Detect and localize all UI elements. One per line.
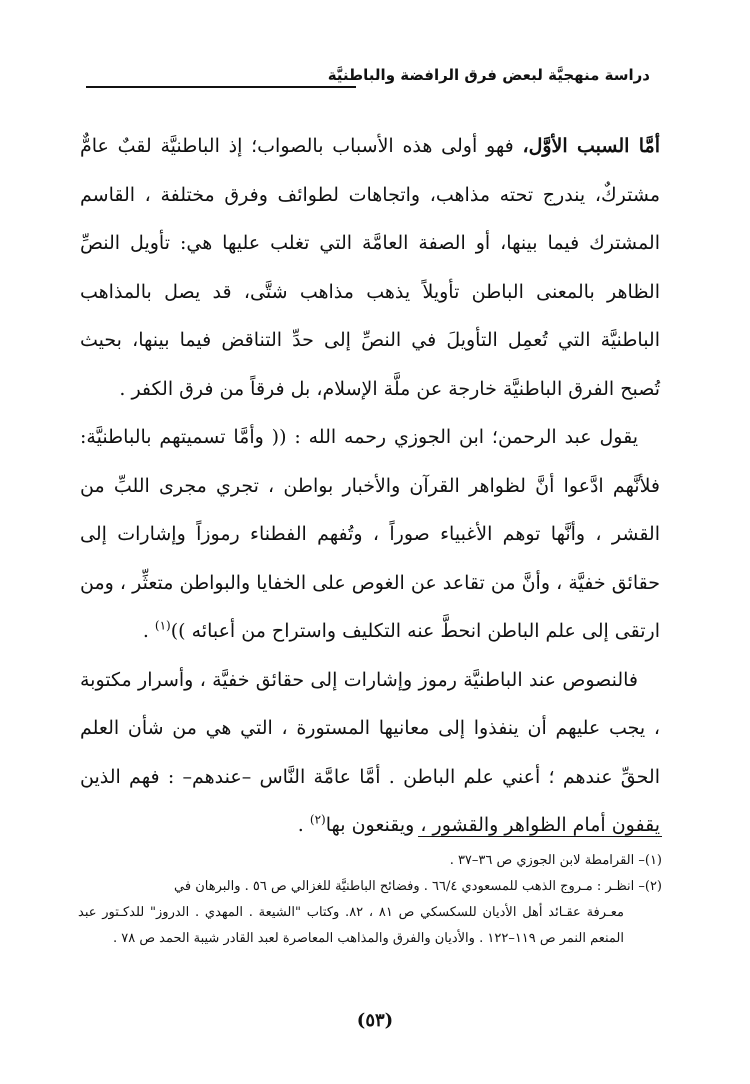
paragraph-3-end: .: [297, 814, 310, 836]
paragraph-3: [80, 656, 660, 850]
footnotes: [78, 848, 662, 952]
paragraph-1-text: فهو أولى هذه الأسباب بالصواب؛ إذ الباطنيَّة لقبٌ عامٌّ مشتركٌ، يندرج تحته مذاهب، واتجاهات لطوائف وفرق مختلفة ، القاسم المشترك فيما بينها، أو الصفة العامَّة التي تغلب عليها هي: تأويل النصِّ الظاهر بالمعنى الباطن تأويلاً يذهب مذاهب شتَّى، قد يصل بالمذاهب الباطنيَّة التي تُعمِل التأويلَ في النصِّ إلى حدِّ التناقض فيما بينها، بحيث تُصبح الفرق الباطنيَّة خارجة عن ملَّة الإسلام، بل فرقاً من فرق الكفر .: [80, 135, 660, 400]
header-rule: [86, 86, 356, 88]
footnote-ref-1: (١): [154, 618, 171, 633]
paragraph-1-lead: أمَّا السبب الأوَّل،: [522, 135, 660, 157]
page-number: (٥٣): [356, 1010, 394, 1031]
paragraph-2-text: يقول عبد الرحمن؛ ابن الجوزي رحمه الله : (( وأمَّا تسميتهم بالباطنيَّة: فلأنَّهم ادَّعوا أنَّ لظواهر القرآن والأخبار بواطن ، تجري مجرى اللبِّ من القشر ، وأنَّها توهم الأغبياء صوراً ، وتُفهم الفطناء رموزاً وإشارات إلى حقائق خفيَّة ، وأنَّ من تقاعد عن الغوص على الخفايا والبواطن متعثِّر ، ومن ارتقى إلى علم الباطن انحطَّ عنه التكليف واستراح من أعبائه )): [80, 426, 660, 642]
main-text: [80, 122, 660, 850]
running-header: دراسة منهجيَّة لبعض فرق الرافضة والباطنيَّة: [327, 66, 650, 84]
footnote-1: (١)– القرامطة لابن الجوزي ص ٣٦–٣٧ .: [449, 853, 662, 868]
footnote-2: (٢)– انظـر : مـروج الذهب للمسعودي ٦٦/٤ . وفضائح الباطنيَّة للغزالي ص ٥٦ . والبرهان في: [174, 879, 662, 894]
paragraph-2: [80, 413, 660, 656]
footnote-2-continuation: معـرفة عقـائد أهل الأديان للسكسكي ص ٨١ ، ٨٢. وكتاب "الشيعة . المهدي . الدروز" للدكـتور عبد المنعم النمر ص ١١٩–١٢٢ . والأديان والفرق والمذاهب المعاصرة لعبد القادر شيبة الحمد ص ٧٨ .: [78, 905, 624, 946]
footnote-rule: [418, 836, 662, 837]
footnote-ref-2: (٢): [309, 812, 326, 827]
paragraph-3-text: فالنصوص عند الباطنيَّة رموز وإشارات إلى حقائق خفيَّة ، وأسرار مكتوبة ، يجب عليهم أن ينفذوا إلى معانيها المستورة ، التي هي من شأن العلم الحقِّ عندهم ؛ أعني علم الباطن . أمَّا عامَّة النَّاس –عندهم– : فهم الذين يقفون أمام الظواهر والقشور ، ويقنعون بها: [80, 668, 660, 836]
paragraph-1: [80, 122, 660, 413]
paragraph-2-end: .: [142, 620, 155, 642]
